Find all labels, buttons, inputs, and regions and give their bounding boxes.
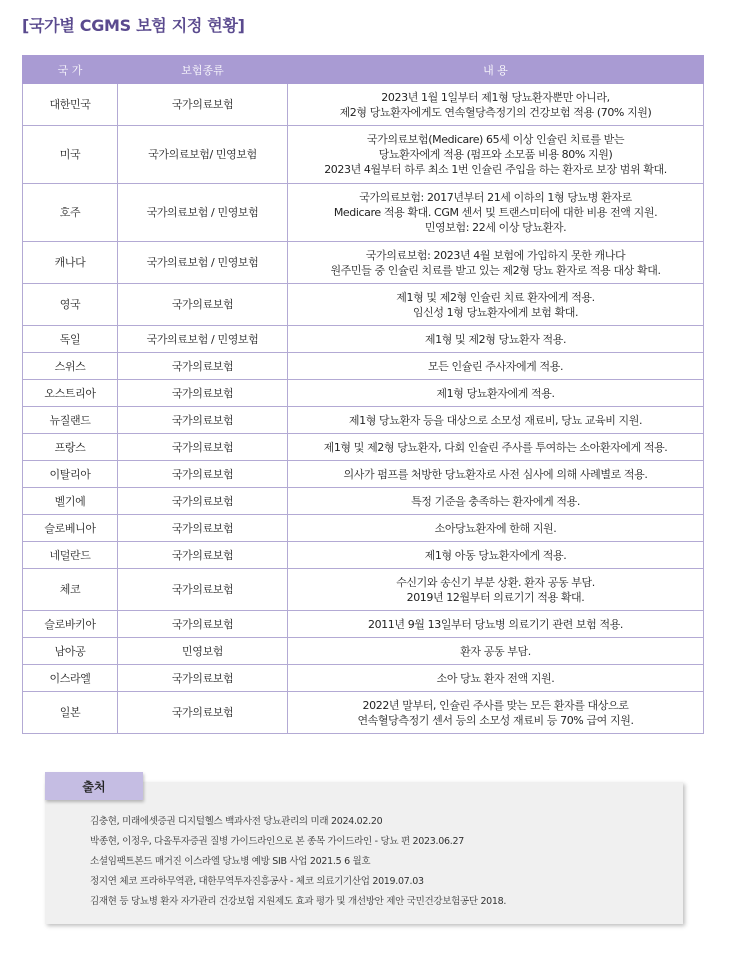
table-row bbox=[23, 126, 704, 184]
source-item: 김충현, 미래에셋증권 디지털헬스 백과사전 당뇨관리의 미래 2024.02.20 bbox=[90, 816, 383, 827]
source-item: 김재현 등 당뇨병 환자 자가관리 건강보험 지원제도 효과 평가 및 개선방안 제안 국민건강보험공단 2018. bbox=[90, 896, 507, 907]
cell-insurance: 국가의료보험 bbox=[118, 407, 288, 434]
table-row bbox=[23, 407, 704, 434]
header-insurance-type: 보험종류 bbox=[118, 56, 288, 84]
table-row bbox=[23, 326, 704, 353]
cell-content: 의사가 펌프를 처방한 당뇨환자로 사전 심사에 의해 사례별로 적용. bbox=[288, 461, 704, 488]
header-content: 내 용 bbox=[288, 56, 704, 84]
cell-insurance: 국가의료보험/ 민영보험 bbox=[118, 126, 288, 184]
table-row bbox=[23, 488, 704, 515]
cell-country: 남아공 bbox=[23, 638, 118, 665]
cell-country: 이스라엘 bbox=[23, 665, 118, 692]
cell-country: 스위스 bbox=[23, 353, 118, 380]
sources-list bbox=[90, 812, 506, 912]
table-row bbox=[23, 665, 704, 692]
source-item: 소셜임팩트본드 매거진 이스라엘 당뇨병 예방 SIB 사업 2021.5 6 월호 bbox=[90, 856, 371, 867]
cell-insurance: 국가의료보험 bbox=[118, 569, 288, 611]
cell-insurance: 국가의료보험 bbox=[118, 380, 288, 407]
cell-country: 프랑스 bbox=[23, 434, 118, 461]
cell-content: 제1형 및 제2형 당뇨환자 적용. bbox=[288, 326, 704, 353]
table-row bbox=[23, 184, 704, 242]
cell-content: 제1형 및 제2형 당뇨환자, 다회 인슐린 주사를 투여하는 소아환자에게 적용. bbox=[288, 434, 704, 461]
cell-country: 대한민국 bbox=[23, 84, 118, 126]
cell-content: 국가의료보험: 2023년 4월 보험에 가입하지 못한 캐나다 원주민들 중 인슐린 치료를 받고 있는 제2형 당뇨 환자로 적용 대상 확대. bbox=[288, 242, 704, 284]
cell-insurance: 국가의료보험 bbox=[118, 488, 288, 515]
cell-content: 2011년 9월 13일부터 당뇨병 의료기기 관련 보험 적용. bbox=[288, 611, 704, 638]
cell-country: 일본 bbox=[23, 692, 118, 734]
cell-country: 독일 bbox=[23, 326, 118, 353]
cell-country: 체코 bbox=[23, 569, 118, 611]
cell-insurance: 국가의료보험 / 민영보험 bbox=[118, 326, 288, 353]
cell-content: 환자 공동 부담. bbox=[288, 638, 704, 665]
source-item: 박종현, 이정우, 다올투자증권 질병 가이드라인으로 본 종목 가이드라인 - 당뇨 편 2023.06.27 bbox=[90, 836, 464, 847]
cell-insurance: 국가의료보험 / 민영보험 bbox=[118, 184, 288, 242]
table-row bbox=[23, 84, 704, 126]
cell-country: 영국 bbox=[23, 284, 118, 326]
cell-insurance: 국가의료보험 / 민영보험 bbox=[118, 242, 288, 284]
cell-insurance: 국가의료보험 bbox=[118, 542, 288, 569]
cell-content: 소아 당뇨 환자 전액 지원. bbox=[288, 665, 704, 692]
cell-content: 수신기와 송신기 부분 상환. 환자 공동 부담. 2019년 12월부터 의료기기 적용 확대. bbox=[288, 569, 704, 611]
table-row bbox=[23, 242, 704, 284]
table-row bbox=[23, 692, 704, 734]
cell-country: 네덜란드 bbox=[23, 542, 118, 569]
cell-insurance: 국가의료보험 bbox=[118, 692, 288, 734]
cell-insurance: 국가의료보험 bbox=[118, 353, 288, 380]
cell-content: 국가의료보험(Medicare) 65세 이상 인슐린 치료를 받는 당뇨환자에게 적용 (펌프와 소모품 비용 80% 지원) 2023년 4월부터 하루 최소 1번 인슐린 주입을 하는 환자로 보장 범위 확대. bbox=[288, 126, 704, 184]
cell-insurance: 국가의료보험 bbox=[118, 665, 288, 692]
table-row bbox=[23, 434, 704, 461]
cell-country: 미국 bbox=[23, 126, 118, 184]
cell-content: 국가의료보험: 2017년부터 21세 이하의 1형 당뇨병 환자로 Medicare 적용 확대. CGM 센서 및 트랜스미터에 대한 비용 전액 지원. 민영보험: 22세 이상 당뇨환자. bbox=[288, 184, 704, 242]
cell-content: 특정 기준을 충족하는 환자에게 적용. bbox=[288, 488, 704, 515]
table-row bbox=[23, 569, 704, 611]
cell-insurance: 국가의료보험 bbox=[118, 611, 288, 638]
cell-content: 제1형 아동 당뇨환자에게 적용. bbox=[288, 542, 704, 569]
table-row bbox=[23, 461, 704, 488]
cgms-insurance-table-container bbox=[22, 55, 703, 734]
table-row bbox=[23, 284, 704, 326]
cell-content: 제1형 당뇨환자 등을 대상으로 소모성 재료비, 당뇨 교육비 지원. bbox=[288, 407, 704, 434]
table-row bbox=[23, 515, 704, 542]
cell-insurance: 국가의료보험 bbox=[118, 84, 288, 126]
cell-country: 캐나다 bbox=[23, 242, 118, 284]
cell-country: 벨기에 bbox=[23, 488, 118, 515]
table-row bbox=[23, 638, 704, 665]
cell-content: 제1형 및 제2형 인슐린 치료 환자에게 적용. 임신성 1형 당뇨환자에게 보험 확대. bbox=[288, 284, 704, 326]
cell-country: 이탈리아 bbox=[23, 461, 118, 488]
table-row bbox=[23, 611, 704, 638]
source-item: 정지연 체코 프라하무역관, 대한무역투자진흥공사 - 체코 의료기기산업 2019.07.03 bbox=[90, 876, 424, 887]
cell-insurance: 민영보험 bbox=[118, 638, 288, 665]
sources-label: 출처 bbox=[45, 772, 143, 800]
cell-country: 슬로바키아 bbox=[23, 611, 118, 638]
cell-content: 2023년 1월 1일부터 제1형 당뇨환자뿐만 아니라, 제2형 당뇨환자에게도 연속혈당측정기의 건강보험 적용 (70% 지원) bbox=[288, 84, 704, 126]
table-row bbox=[23, 542, 704, 569]
cell-content: 제1형 당뇨환자에게 적용. bbox=[288, 380, 704, 407]
cell-content: 2022년 말부터, 인슐린 주사를 맞는 모든 환자를 대상으로 연속혈당측정기 센서 등의 소모성 재료비 등 70% 급여 지원. bbox=[288, 692, 704, 734]
cgms-insurance-table bbox=[22, 55, 704, 734]
cell-insurance: 국가의료보험 bbox=[118, 284, 288, 326]
header-country: 국 가 bbox=[23, 56, 118, 84]
cell-insurance: 국가의료보험 bbox=[118, 434, 288, 461]
table-row bbox=[23, 380, 704, 407]
cell-insurance: 국가의료보험 bbox=[118, 515, 288, 542]
cell-country: 슬로베니아 bbox=[23, 515, 118, 542]
cell-insurance: 국가의료보험 bbox=[118, 461, 288, 488]
cell-content: 소아당뇨환자에 한해 지원. bbox=[288, 515, 704, 542]
table-header-row bbox=[23, 56, 704, 84]
cell-content: 모든 인슐린 주사자에게 적용. bbox=[288, 353, 704, 380]
cell-country: 오스트리아 bbox=[23, 380, 118, 407]
page-title: [국가별 CGMS 보험 지정 현황] bbox=[22, 16, 245, 35]
cell-country: 뉴질랜드 bbox=[23, 407, 118, 434]
table-row bbox=[23, 353, 704, 380]
cell-country: 호주 bbox=[23, 184, 118, 242]
